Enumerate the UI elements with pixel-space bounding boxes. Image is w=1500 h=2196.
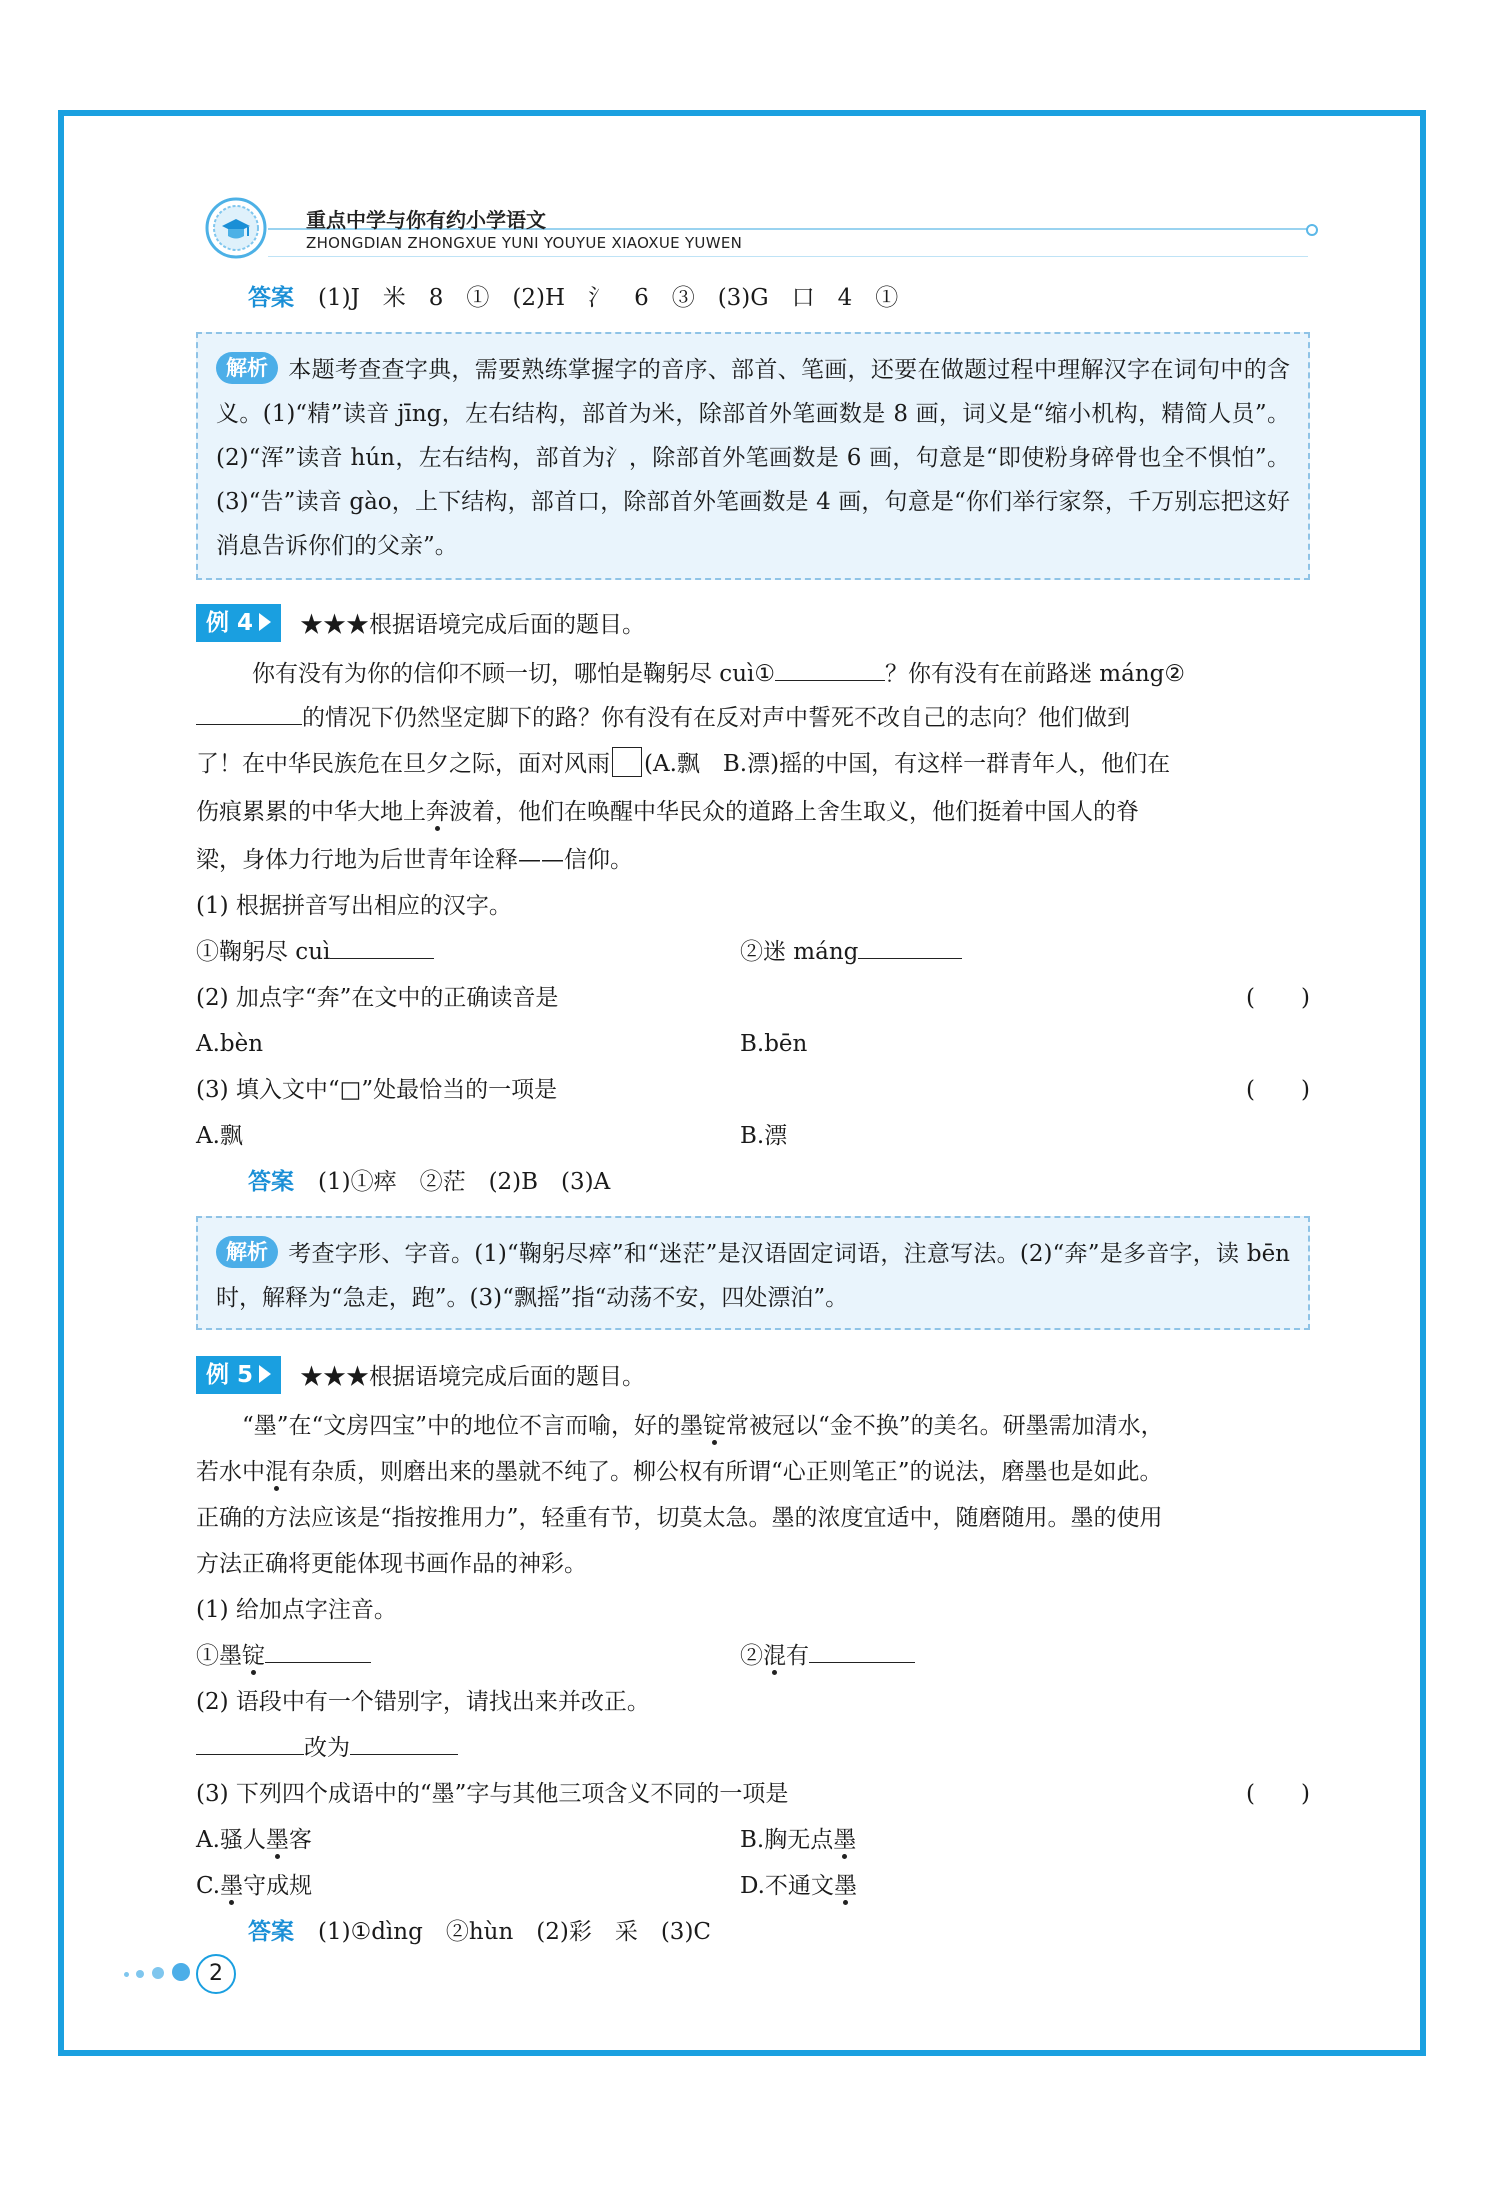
e4-q1-option-b [740, 930, 962, 974]
example-4-line-1 [196, 652, 1310, 696]
dotted-char-hun: 混 [763, 1643, 786, 1669]
e5-q1-option-a [196, 1634, 371, 1678]
e4-q2-option-a: A.bèn [196, 1031, 264, 1057]
e5-q1b-text: 有 [786, 1643, 809, 1669]
example-5-tag [196, 1356, 281, 1394]
dotted-char-ding: 锭 [242, 1643, 265, 1669]
e4-question-3: (3) 填入文中“□”处最恰当的一项是 [196, 1077, 558, 1103]
analysis-box-2 [196, 1216, 1310, 1330]
answer-blank[interactable] [196, 1728, 304, 1755]
answer-paren[interactable]: ( ) [1246, 1781, 1310, 1807]
analysis-tag: 解析 [216, 1236, 278, 1268]
e5-p1b: 常被冠以“金不换”的美名。研墨需加清水， [726, 1413, 1164, 1439]
blank-2[interactable] [196, 698, 302, 725]
e5-q1a-text: ①墨 [196, 1643, 242, 1669]
answer-blank[interactable] [858, 932, 962, 959]
example-4-title: ★★★根据语境完成后面的题目。 [300, 612, 645, 638]
example-5-tag-text: 例 5 [206, 1362, 254, 1388]
e5-p2a: 若水中 [196, 1459, 265, 1485]
e4-p2a: 的情况下仍然坚定脚下的路？你有没有在反对声中誓死不改自己的志向？他们做到 [302, 705, 1130, 731]
answer-label: 答案 [248, 1919, 294, 1945]
example-4-line-3 [196, 742, 1310, 786]
e5-q1-option-b [740, 1634, 915, 1678]
decor-dot [172, 1963, 190, 1981]
example-4-line-5: 梁，身体力行地为后世青年诠释——信仰。 [196, 847, 633, 873]
example-5-line-4: 方法正确将更能体现书画作品的神彩。 [196, 1551, 587, 1577]
example-5-title: ★★★根据语境完成后面的题目。 [300, 1364, 645, 1390]
header-rule-dot [1306, 224, 1318, 236]
answer-1-text: (1)J 米 8 ① (2)H 氵 6 ③ (3)G 口 4 ① [318, 285, 899, 311]
e5-p2b: 有杂质，则磨出来的墨就不纯了。柳公权有所谓“心正则笔正”的说法，磨墨也是如此。 [288, 1459, 1163, 1485]
analysis-tag: 解析 [216, 352, 278, 384]
dotted-char-mo: 墨 [220, 1873, 244, 1899]
e5-q1b-num: ② [740, 1643, 763, 1669]
answer-4 [248, 1160, 610, 1204]
e4-p4a: 伤痕累累的中华大地上 [196, 799, 426, 825]
answer-blank[interactable] [809, 1636, 915, 1663]
analysis-1-text: 本题考查查字典，需要熟练掌握字的音序、部首、笔画，还要在做题过程中理解汉字在词句中的含义。(1)“精”读音 jīng，左右结构，部首为米，除部首外笔画数是 8 画，词义是“缩小机构，精简人员”。(2)“浑”读音 hún，左右结构，部首为氵，除部首外笔画数是 6 画，句意是“即使粉身碎骨也全不惧怕”。(3)“告”读音 gào，上下结构，部首口，除部首外笔画数是 4 画，句意是“你们举行家祭，千万别忘把这好消息告诉你们的父亲”。 [216, 357, 1290, 559]
dotted-char-mo: 墨 [265, 1827, 289, 1853]
dotted-char-mo: 墨 [833, 1873, 857, 1899]
answer-5 [248, 1910, 711, 1954]
analysis-2-text: 考查字形、字音。(1)“鞠躬尽瘁”和“迷茫”是汉语固定词语，注意写法。(2)“奔”是多音字，读 bēn 时，解释为“急走，跑”。(3)“飘摇”指“动荡不安，四处漂泊”。 [216, 1241, 1290, 1311]
opt-text: A.骚人 [196, 1827, 266, 1853]
e5-q2-mid: 改为 [304, 1735, 350, 1761]
blank-1[interactable] [775, 654, 885, 681]
e4-p1b: ？你有没有在前路迷 máng② [884, 661, 1185, 687]
header-title: 重点中学与你有约小学语文 [306, 208, 546, 232]
answer-paren[interactable]: ( ) [1246, 985, 1310, 1011]
page-number: 2 [196, 1954, 236, 1994]
e5-question-3: (3) 下列四个成语中的“墨”字与其他三项含义不同的一项是 [196, 1781, 789, 1807]
opt-text: D.不通文 [740, 1873, 834, 1899]
opt-text: 客 [288, 1827, 312, 1853]
answer-label: 答案 [248, 285, 294, 311]
dotted-char-ding: 锭 [703, 1413, 727, 1439]
play-triangle-icon [259, 1365, 271, 1383]
example-4-tag [196, 604, 281, 642]
answer-blank[interactable] [350, 1728, 458, 1755]
e4-q2-option-b: B.bēn [740, 1031, 808, 1057]
opt-text: 守成规 [243, 1873, 313, 1899]
e4-q3-option-a: A.飘 [196, 1123, 243, 1149]
play-triangle-icon [259, 613, 271, 631]
example-4-line-4 [196, 790, 1310, 834]
answer-paren[interactable]: ( ) [1246, 1077, 1310, 1103]
e4-q1a-text: ①鞠躬尽 cuì [196, 939, 331, 965]
e5-q3-option-d [740, 1864, 857, 1908]
example-5-line-3: 正确的方法应该是“指按推用力”，轻重有节，切莫太急。墨的浓度宜适中，随磨随用。墨的使用 [196, 1505, 1163, 1531]
e4-q3-option-b: B.漂 [740, 1123, 788, 1149]
answer-blank[interactable] [265, 1636, 371, 1663]
school-logo-icon [204, 196, 268, 260]
fill-box[interactable] [612, 747, 642, 777]
answer-5-text: (1)①dìng ②hùn (2)彩 采 (3)C [318, 1919, 712, 1945]
e4-q1-option-a [196, 930, 434, 974]
e4-q1b-text: ②迷 máng [740, 939, 859, 965]
e5-q3-option-a [196, 1818, 312, 1862]
e5-question-2: (2) 语段中有一个错别字，请找出来并改正。 [196, 1689, 650, 1715]
e4-p4b: 波着，他们在唤醒中华民众的道路上舍生取义，他们挺着中国人的脊 [449, 799, 1139, 825]
answer-1 [248, 276, 898, 320]
answer-label: 答案 [248, 1169, 294, 1195]
dotted-char-mo: 墨 [833, 1827, 857, 1853]
example-4-line-2 [196, 696, 1310, 740]
e5-p1a: “墨”在“文房四宝”中的地位不言而喻，好的墨 [242, 1413, 704, 1439]
opt-text: B.胸无点 [740, 1827, 834, 1853]
dotted-char-ben: 奔 [426, 799, 449, 825]
header-subtitle: ZHONGDIAN ZHONGXUE YUNI YOUYUE XIAOXUE YUWEN [306, 234, 743, 252]
analysis-box-1 [196, 332, 1310, 580]
dotted-char-hun: 混 [265, 1459, 288, 1485]
e4-p3a: 了！在中华民族危在旦夕之际，面对风雨 [196, 751, 610, 777]
e4-p3b: (A.飘 B.漂)摇的中国，有这样一群青年人，他们在 [644, 751, 1171, 777]
answer-blank[interactable] [330, 932, 434, 959]
decor-dot [136, 1970, 144, 1978]
e4-question-1: (1) 根据拼音写出相应的汉字。 [196, 893, 512, 919]
decor-dot [152, 1967, 164, 1979]
opt-text: C. [196, 1873, 221, 1899]
e5-question-1: (1) 给加点字注音。 [196, 1597, 397, 1623]
e5-q3-option-c [196, 1864, 312, 1908]
answer-4-text: (1)①瘁 ②茫 (2)B (3)A [318, 1169, 611, 1195]
e4-p1a: 你有没有为你的信仰不顾一切，哪怕是鞠躬尽 cuì① [252, 661, 775, 687]
e5-q2-blanks [196, 1726, 458, 1770]
example-4-tag-text: 例 4 [206, 610, 254, 636]
example-5-line-1 [196, 1404, 1310, 1448]
example-5-line-2 [196, 1450, 1310, 1494]
e4-question-2: (2) 加点字“奔”在文中的正确读音是 [196, 985, 559, 1011]
decor-dot [124, 1972, 129, 1977]
e5-q3-option-b [740, 1818, 856, 1862]
header-rule-thin [268, 256, 1308, 257]
